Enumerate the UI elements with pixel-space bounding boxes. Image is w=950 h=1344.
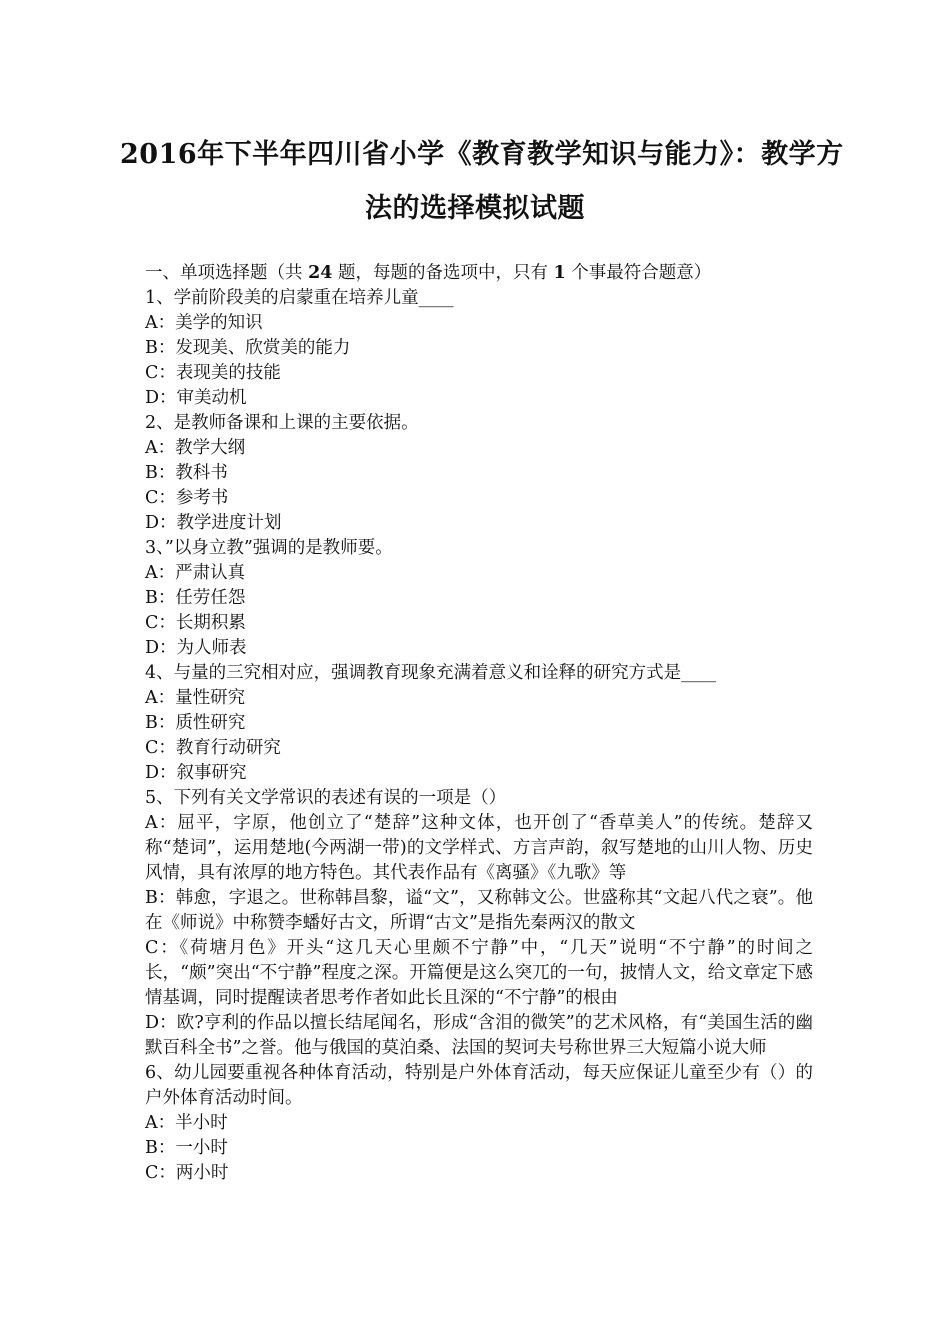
question-5-option-a: A：屈平，字原，他创立了“楚辞”这种文体，也开创了“香草美人”的传统。楚辞又称“楚词”，运用楚地(今两湖一带)的文学样式、方言声韵，叙写楚地的山川人物、历史风情，具有浓厚的地方特色。其代表作品有《离骚》《九歌》等: [145, 813, 813, 883]
question-1-option-d: D：审美动机: [145, 388, 247, 408]
question-4-stem: 4、与量的三究相对应，强调教育现象充满着意义和诠释的研究方式是____: [145, 663, 717, 683]
section-heading-prefix: 一、单项选择题（共: [145, 263, 309, 283]
question-5-option-d: D：欧?亨利的作品以擅长结尾闻名，形成“含泪的微笑”的艺术风格，有“美国生活的幽默百科全书”之誉。他与俄国的莫泊桑、法国的契诃夫号称世界三大短篇小说大师: [145, 1013, 813, 1058]
section-heading-middle: 题，每题的备选项中，只有: [332, 263, 554, 283]
section-heading: [145, 261, 813, 286]
question-2-option-a: A：教学大纲: [145, 438, 246, 458]
question-1-option-b: B：发现美、欣赏美的能力: [145, 338, 351, 358]
question-count: 24: [308, 263, 333, 283]
document-title: [120, 128, 844, 236]
title-line-2: 法的选择模拟试题: [365, 193, 585, 224]
question-1-option-c: C：表现美的技能: [145, 363, 281, 383]
section-heading-suffix: 个事最符合题意）: [565, 263, 712, 283]
question-2-option-c: C：参考书: [145, 488, 229, 508]
question-2-option-b: B：教科书: [145, 463, 228, 483]
question-3-option-b: B：任劳任怨: [145, 588, 246, 608]
question-1-stem: 1、学前阶段美的启蒙重在培养儿童____: [145, 288, 454, 308]
answer-count: 1: [553, 263, 566, 283]
question-2-option-d: D：教学进度计划: [145, 513, 282, 533]
question-5-option-b: B：韩愈，字退之。世称韩昌黎，谥“文”，又称韩文公。世盛称其“文起八代之衰”。他在《师说》中称赞李蟠好古文，所谓“古文”是指先秦两汉的散文: [145, 888, 813, 933]
question-4-option-c: C：教育行动研究: [145, 738, 281, 758]
question-6-option-c: C：两小时: [145, 1163, 229, 1183]
question-6-stem: 6、幼儿园要重视各种体育活动，特别是户外体育活动，每天应保证儿童至少有（）的户外体育活动时间。: [145, 1063, 813, 1108]
question-4-option-b: B：质性研究: [145, 713, 246, 733]
question-5-option-c: C：《荷塘月色》开头“这几天心里颇不宁静”中，“几天”说明“不宁静”的时间之长，“颇”突出“不宁静”程度之深。开篇便是这么突兀的一句，披情人文，给文章定下感情基调，同时提醒读者思考作者如此长且深的“不宁静”的根由: [145, 938, 813, 1008]
question-3-option-c: C：长期积累: [145, 613, 246, 633]
question-6-option-b: B：一小时: [145, 1138, 228, 1158]
question-6-option-a: A：半小时: [145, 1113, 228, 1133]
title-line-1: 2016年下半年四川省小学《教育教学知识与能力》：教学方: [120, 139, 844, 170]
question-3-option-a: A：严肃认真: [145, 563, 246, 583]
question-3-stem: 3、”以身立教”强调的是教师要。: [145, 538, 393, 558]
document-body: [145, 261, 813, 1186]
question-2-stem: 2、是教师备课和上课的主要依据。: [145, 413, 419, 433]
question-4-option-a: A：量性研究: [145, 688, 246, 708]
question-5-stem: 5、下列有关文学常识的表述有误的一项是（）: [145, 788, 507, 808]
question-4-option-d: D：叙事研究: [145, 763, 247, 783]
question-1-option-a: A：美学的知识: [145, 313, 263, 333]
question-3-option-d: D：为人师表: [145, 638, 247, 658]
